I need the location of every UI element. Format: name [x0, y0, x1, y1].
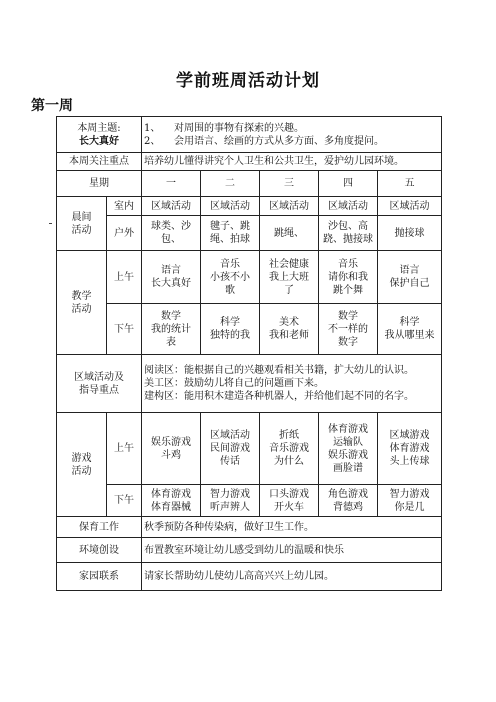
weekly-plan-table [56, 116, 442, 591]
teaching-label: 教学 活动 [57, 251, 107, 355]
morning-label: 晨间 活动 [57, 197, 107, 251]
game-cell: 娱乐游戏 斗鸡 [142, 413, 201, 485]
morning-indoor-row [57, 197, 442, 216]
teaching-cell: 数学 我的统计 表 [142, 304, 201, 355]
care-label: 保育工作 [57, 517, 142, 538]
theme-goal: 1、 对周围的事物有探索的兴趣。 [144, 122, 304, 134]
teaching-cell: 科学 独特的我 [201, 304, 260, 355]
games-label: 游戏 活动 [57, 413, 107, 517]
teaching-am-row [57, 251, 442, 304]
day-name: 五 [378, 171, 442, 197]
theme-goal: 2、 会用语言、绘画的方式从多方面、多角度提问。 [144, 135, 384, 147]
theme-row [57, 117, 442, 153]
care-text: 秋季预防各种传染病，做好卫生工作。 [142, 517, 442, 538]
environment-text: 布置教室环境让幼儿感受到幼儿的温暖和快乐 [142, 538, 442, 563]
teaching-cell: 社会健康 我上大班 了 [260, 251, 319, 304]
areas-label: 区域活动及 指导重点 [57, 355, 142, 413]
days-header-row [57, 171, 442, 197]
area-guidance: 阅读区：能根据自己的兴趣观看相关书籍，扩大幼儿的认识。 [144, 365, 414, 376]
games-am-label: 上午 [107, 413, 142, 485]
focus-text: 培养幼儿懂得讲究个人卫生和公共卫生，爱护幼儿园环境。 [142, 153, 442, 171]
teaching-cell: 数学 不一样的 数字 [319, 304, 378, 355]
game-cell: 智力游戏 听声辨人 [201, 485, 260, 517]
day-name: 三 [260, 171, 319, 197]
indoor-label: 室内 [107, 197, 142, 216]
game-cell: 体育游戏 体育器械 [142, 485, 201, 517]
outdoor-cell: 抛接球 [378, 216, 442, 251]
days-header-label: 星期 [57, 171, 142, 197]
care-row [57, 517, 442, 538]
outdoor-cell: 毽子、跳 绳、拍球 [201, 216, 260, 251]
games-pm-row [57, 485, 442, 517]
indoor-cell: 区域活动 [201, 197, 260, 216]
theme-label: 本周主题: [77, 122, 121, 134]
focus-row [57, 153, 442, 171]
game-cell: 折纸 音乐游戏 为什么 [260, 413, 319, 485]
focus-label: 本周关注重点 [57, 153, 142, 171]
area-guidance: 建构区：能用积木建造各种机器人，并给他们起不同的名字。 [144, 391, 414, 402]
teaching-pm-label: 下午 [107, 304, 142, 355]
game-cell: 区域活动 民间游戏 传话 [201, 413, 260, 485]
outdoor-cell: 球类、沙 包、 [142, 216, 201, 251]
teaching-cell: 语言 长大真好 [142, 251, 201, 304]
day-name: 二 [201, 171, 260, 197]
home-row [57, 563, 442, 591]
morning-outdoor-row [57, 216, 442, 251]
games-am-row [57, 413, 442, 485]
margin-mark [49, 223, 52, 224]
teaching-cell: 语言 保护自己 [378, 251, 442, 304]
indoor-cell: 区域活动 [378, 197, 442, 216]
area-guidance: 美工区：鼓励幼儿将自己的问题画下来。 [144, 378, 324, 389]
home-text: 请家长帮助幼儿使幼儿高高兴兴上幼儿园。 [142, 563, 442, 591]
game-cell: 智力游戏 你是几 [378, 485, 442, 517]
outdoor-cell: 沙包、高 跷、抛接球 [319, 216, 378, 251]
games-pm-label: 下午 [107, 485, 142, 517]
areas-text [142, 355, 442, 413]
indoor-cell: 区域活动 [319, 197, 378, 216]
home-label: 家园联系 [57, 563, 142, 591]
environment-label: 环境创设 [57, 538, 142, 563]
theme-goals [142, 117, 442, 153]
page-title: 学前班周活动计划 [176, 71, 320, 91]
day-name: 四 [319, 171, 378, 197]
theme-label-cell [57, 117, 142, 153]
teaching-am-label: 上午 [107, 251, 142, 304]
teaching-pm-row [57, 304, 442, 355]
game-cell: 角色游戏 背德鸡 [319, 485, 378, 517]
areas-row [57, 355, 442, 413]
teaching-cell: 美术 我和老师 [260, 304, 319, 355]
teaching-cell: 科学 我从哪里来 [378, 304, 442, 355]
theme-name: 长大真好 [79, 135, 119, 147]
environment-row [57, 538, 442, 563]
game-cell: 口头游戏 开火车 [260, 485, 319, 517]
indoor-cell: 区域活动 [260, 197, 319, 216]
game-cell: 体育游戏 运输队 娱乐游戏 画脸谱 [319, 413, 378, 485]
day-name: 一 [142, 171, 201, 197]
teaching-cell: 音乐 请你和我 跳个舞 [319, 251, 378, 304]
outdoor-cell: 跳绳、 [260, 216, 319, 251]
game-cell: 区域游戏 体育游戏 头上传球 [378, 413, 442, 485]
outdoor-label: 户外 [107, 216, 142, 251]
teaching-cell: 音乐 小孩不小 歌 [201, 251, 260, 304]
indoor-cell: 区域活动 [142, 197, 201, 216]
week-title: 第一周 [31, 98, 73, 114]
